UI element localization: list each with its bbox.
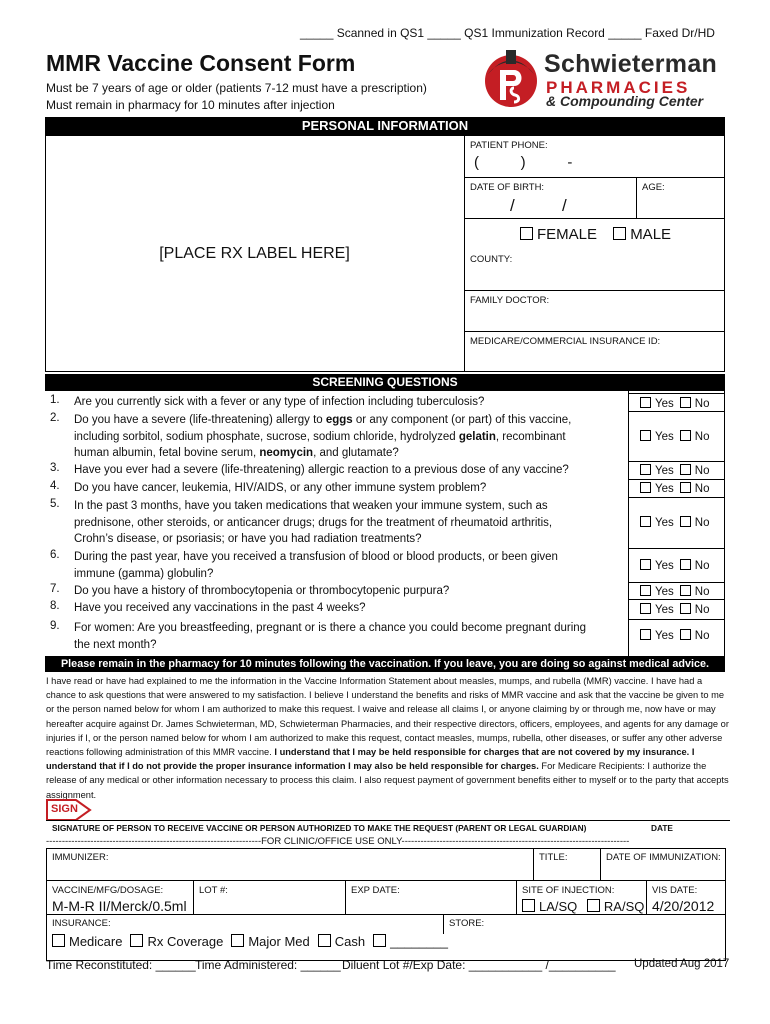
question-text: the next month? (74, 638, 157, 651)
yes-label: Yes (655, 398, 674, 410)
payment-option-label: ________ (390, 934, 448, 949)
no-checkbox[interactable] (680, 559, 691, 570)
logo-name: Schwieterman (544, 50, 718, 78)
time-administered: Time Administered: ______ (195, 958, 341, 972)
row-line (464, 290, 725, 291)
no-checkbox[interactable] (680, 464, 691, 475)
question-text: During the past year, have you received a transfusion of blood or blood products, or been given (74, 551, 558, 563)
question-number: 4. (50, 480, 60, 492)
yes-no-choice (640, 629, 709, 642)
yes-checkbox[interactable] (640, 516, 651, 527)
answer-column-line (724, 391, 725, 656)
screening-heading: SCREENING QUESTIONS (45, 374, 725, 391)
lot-label: LOT #: (199, 885, 228, 896)
question-text: In the past 3 months, have you taken medications that weaken your immune system, such as (74, 500, 548, 512)
la-sq-label: LA/SQ (539, 899, 578, 914)
no-checkbox[interactable] (680, 516, 691, 527)
insurance-label: INSURANCE: (52, 918, 111, 929)
payment-checkbox[interactable] (231, 934, 244, 947)
office-use-divider: --------------------------------------------------------------------FOR CLINIC/OFFICE USE ONLY------------------------------------------------------------------------ (46, 836, 630, 847)
consent-paragraph: I have read or have had explained to me the information in the Vaccine Information Statement about measles, mumps, and rubella (MMR) vaccine. I have had a chance to ask questions that were answered to my satisfaction. I believe I understand the benefits and risks of MMR vaccine and ask that the vaccine be given to me or the person named below for whom I am authorized to make this request. I waive and release all claims I, or anyone claiming by or through me, now have or may hereafter acquire against Dr. James Schwieterman, MD, Schwieterman Pharmacies, and their respective directors, officers, employees, and agents for any damage or injuries if I, or the person named below for whom I am authorized to make this request, contact measles, mumps, rubella, other diseases, or suffer any other adverse reactions following administration of this MMR vaccine. (46, 676, 729, 758)
question-number: 5. (50, 498, 60, 510)
col-line (600, 848, 601, 880)
answer-row-line (628, 497, 725, 498)
question-text: immune (gamma) globulin? (74, 567, 214, 580)
yes-no-choice (640, 464, 709, 477)
exp-label: EXP DATE: (351, 885, 400, 896)
ra-sq-checkbox[interactable] (587, 899, 600, 912)
answer-row-line (628, 479, 725, 480)
col-line (646, 880, 647, 914)
yes-checkbox[interactable] (640, 585, 651, 596)
logo-mark-icon (480, 48, 542, 110)
question-number: 1. (50, 394, 60, 406)
no-label: No (694, 560, 710, 572)
phone-label: PATIENT PHONE: (470, 140, 548, 151)
pharmacy-logo (480, 48, 730, 110)
question-number: 3. (50, 462, 60, 474)
payment-checkbox[interactable] (52, 934, 65, 947)
payment-checkbox[interactable] (318, 934, 331, 947)
diluent-lot: Diluent Lot #/Exp Date: ___________ /__________ (342, 958, 616, 972)
rx-label-area: [PLACE RX LABEL HERE] (159, 244, 350, 262)
payment-option-label: Rx Coverage (147, 934, 224, 949)
medicare-paragraph: For Medicare Recipients: I authorize the release of any medical or other information necessary to process this claim. I also request payment of government benefits either to myself or to the party that accepts assignment. (46, 761, 729, 800)
no-checkbox[interactable] (680, 629, 691, 640)
no-label: No (694, 517, 710, 529)
age-requirement: Must be 7 years of age or older (patients 7-12 must have a prescription) (46, 81, 427, 95)
office-checklist: _____ Scanned in QS1 _____ QS1 Immunization Record _____ Faxed Dr/HD (300, 26, 715, 40)
male-label: MALE (630, 226, 672, 243)
male-checkbox[interactable] (613, 227, 626, 240)
no-checkbox[interactable] (680, 603, 691, 614)
date-label: DATE (651, 823, 673, 833)
immunization-date-label: DATE OF IMMUNIZATION: (606, 852, 721, 863)
yes-checkbox[interactable] (640, 430, 651, 441)
question-text: prednisone, other steroids, or anticancer drugs; drugs for the treatment of rheumatoid arthritis, (74, 516, 553, 529)
wait-requirement: Must remain in pharmacy for 10 minutes after injection (46, 98, 335, 112)
payment-checkbox[interactable] (130, 934, 143, 947)
row-line (46, 914, 726, 915)
updated-date: Updated Aug 2017 (634, 958, 730, 970)
yes-no-choice (640, 603, 709, 616)
yes-label: Yes (655, 483, 674, 495)
col-line (636, 177, 637, 218)
yes-no-choice (640, 482, 709, 495)
consent-text (46, 674, 732, 802)
question-text: Have you received any vaccinations in the past 4 weeks? (74, 602, 366, 614)
la-sq-checkbox[interactable] (522, 899, 535, 912)
answer-row-line (628, 461, 725, 462)
vaccine-value: M-M-R II/Merck/0.5ml (52, 898, 187, 914)
sign-tag: SIGN (51, 803, 78, 815)
sex-options (520, 226, 671, 243)
dob-label: DATE OF BIRTH: (470, 182, 545, 193)
time-reconstituted: Time Reconstituted: ______ (46, 958, 196, 972)
answer-row-line (628, 599, 725, 600)
phone-field[interactable]: ( ) - (474, 154, 573, 171)
row-line (464, 331, 725, 332)
consent-bold: I understand that I may be held responsible for charges that are not covered by my insurance. I understand that if I do not provide the proper insurance information I may also be held responsible for charges. (46, 747, 695, 772)
personal-info-heading: PERSONAL INFORMATION (45, 117, 725, 135)
answer-row-line (628, 548, 725, 549)
yes-label: Yes (655, 431, 674, 443)
col-line (193, 880, 194, 914)
question-number: 8. (50, 600, 60, 612)
store-label: STORE: (449, 918, 485, 929)
no-checkbox[interactable] (680, 397, 691, 408)
question-number: 9. (50, 620, 60, 632)
row-line (464, 218, 725, 219)
question-number: 2. (50, 412, 60, 424)
question-number: 7. (50, 583, 60, 595)
site-options (522, 899, 644, 914)
yes-checkbox[interactable] (640, 464, 651, 475)
col-line (443, 914, 444, 934)
yes-checkbox[interactable] (640, 603, 651, 614)
col-line (345, 880, 346, 914)
yes-checkbox[interactable] (640, 397, 651, 408)
question-text: including sorbitol, sodium phosphate, sucrose, sodium chloride, hydrolyzed gelatin, recombinant (74, 430, 566, 443)
question-text: Have you ever had a severe (life-threatening) allergic reaction to a previous dose of any vaccine? (74, 464, 569, 476)
answer-column-line (628, 391, 629, 656)
yes-label: Yes (655, 630, 674, 642)
no-label: No (694, 431, 710, 443)
female-label: FEMALE (537, 226, 598, 243)
no-label: No (694, 604, 710, 616)
question-text: Are you currently sick with a fever or any type of infection including tuberculosis? (74, 396, 485, 408)
col-line (533, 848, 534, 880)
question-text: Do you have cancer, leukemia, HIV/AIDS, or any other immune system problem? (74, 482, 487, 494)
ra-sq-label: RA/SQ (603, 899, 645, 914)
personal-divider (464, 135, 465, 372)
yes-no-choice (640, 397, 709, 410)
no-label: No (694, 465, 710, 477)
question-text: human albumin, fetal bovine serum, neomycin, and glutamate? (74, 447, 399, 459)
question-number: 6. (50, 549, 60, 561)
answer-row-line (628, 582, 725, 583)
signature-label: SIGNATURE OF PERSON TO RECEIVE VACCINE OR PERSON AUTHORIZED TO MAKE THE REQUEST (PARENT OR LEGAL GUARDIAN) (52, 823, 587, 833)
yes-label: Yes (655, 560, 674, 572)
female-checkbox[interactable] (520, 227, 533, 240)
no-checkbox[interactable] (680, 430, 691, 441)
dob-field[interactable]: / / (510, 196, 567, 215)
county-label: COUNTY: (470, 254, 513, 265)
payment-option-label: Cash (334, 934, 366, 949)
form-title: MMR Vaccine Consent Form (46, 50, 356, 76)
yes-checkbox[interactable] (640, 629, 651, 640)
vaccine-label: VACCINE/MFG/DOSAGE: (52, 885, 164, 896)
medical-advice-warning: Please remain in the pharmacy for 10 minutes following the vaccination. If you leave, you are doing so against medical advice. (45, 656, 725, 672)
no-checkbox[interactable] (680, 585, 691, 596)
vis-label: VIS DATE: (652, 885, 698, 896)
yes-label: Yes (655, 517, 674, 529)
yes-checkbox[interactable] (640, 482, 651, 493)
title-label: TITLE: (539, 852, 568, 863)
insurance-id-label: MEDICARE/COMMERCIAL INSURANCE ID: (470, 336, 661, 347)
no-label: No (694, 630, 710, 642)
answer-row-line (628, 619, 725, 620)
vis-value: 4/20/2012 (652, 898, 715, 914)
no-label: No (694, 398, 710, 410)
yes-no-choice (640, 559, 709, 572)
yes-label: Yes (655, 586, 674, 598)
signature-line[interactable] (46, 820, 730, 821)
no-label: No (694, 483, 710, 495)
payment-option-label: Major Med (248, 934, 310, 949)
question-text: For women: Are you breastfeeding, pregnant or is there a chance you could become pregnant during (74, 622, 587, 634)
question-text: Crohn’s disease, or psoriasis; or have you had radiation treatments? (74, 533, 422, 545)
site-label: SITE OF INJECTION: (522, 885, 615, 896)
no-label: No (694, 586, 710, 598)
col-line (516, 880, 517, 914)
immunizer-label: IMMUNIZER: (52, 852, 109, 863)
answer-row-line (628, 411, 725, 412)
question-text: Do you have a severe (life-threatening) allergy to eggs or any component (or part) of this vaccine, (74, 414, 572, 426)
payment-options (52, 934, 448, 949)
yes-no-choice (640, 516, 709, 529)
row-line (464, 177, 725, 178)
row-line (46, 880, 726, 881)
yes-checkbox[interactable] (640, 559, 651, 570)
yes-no-choice (640, 585, 709, 598)
logo-tagline: & Compounding Center (546, 93, 704, 109)
yes-label: Yes (655, 604, 674, 616)
payment-option-label: Medicare (69, 934, 123, 949)
question-text: Do you have a history of thrombocytopenia or thrombocytopenic purpura? (74, 585, 450, 597)
doctor-label: FAMILY DOCTOR: (470, 295, 550, 306)
logo-pharmacies: PHARMACIES (546, 78, 691, 97)
yes-label: Yes (655, 465, 674, 477)
no-checkbox[interactable] (680, 482, 691, 493)
age-label: AGE: (642, 182, 665, 193)
answer-row-line (628, 393, 725, 394)
payment-checkbox[interactable] (373, 934, 386, 947)
yes-no-choice (640, 430, 709, 443)
